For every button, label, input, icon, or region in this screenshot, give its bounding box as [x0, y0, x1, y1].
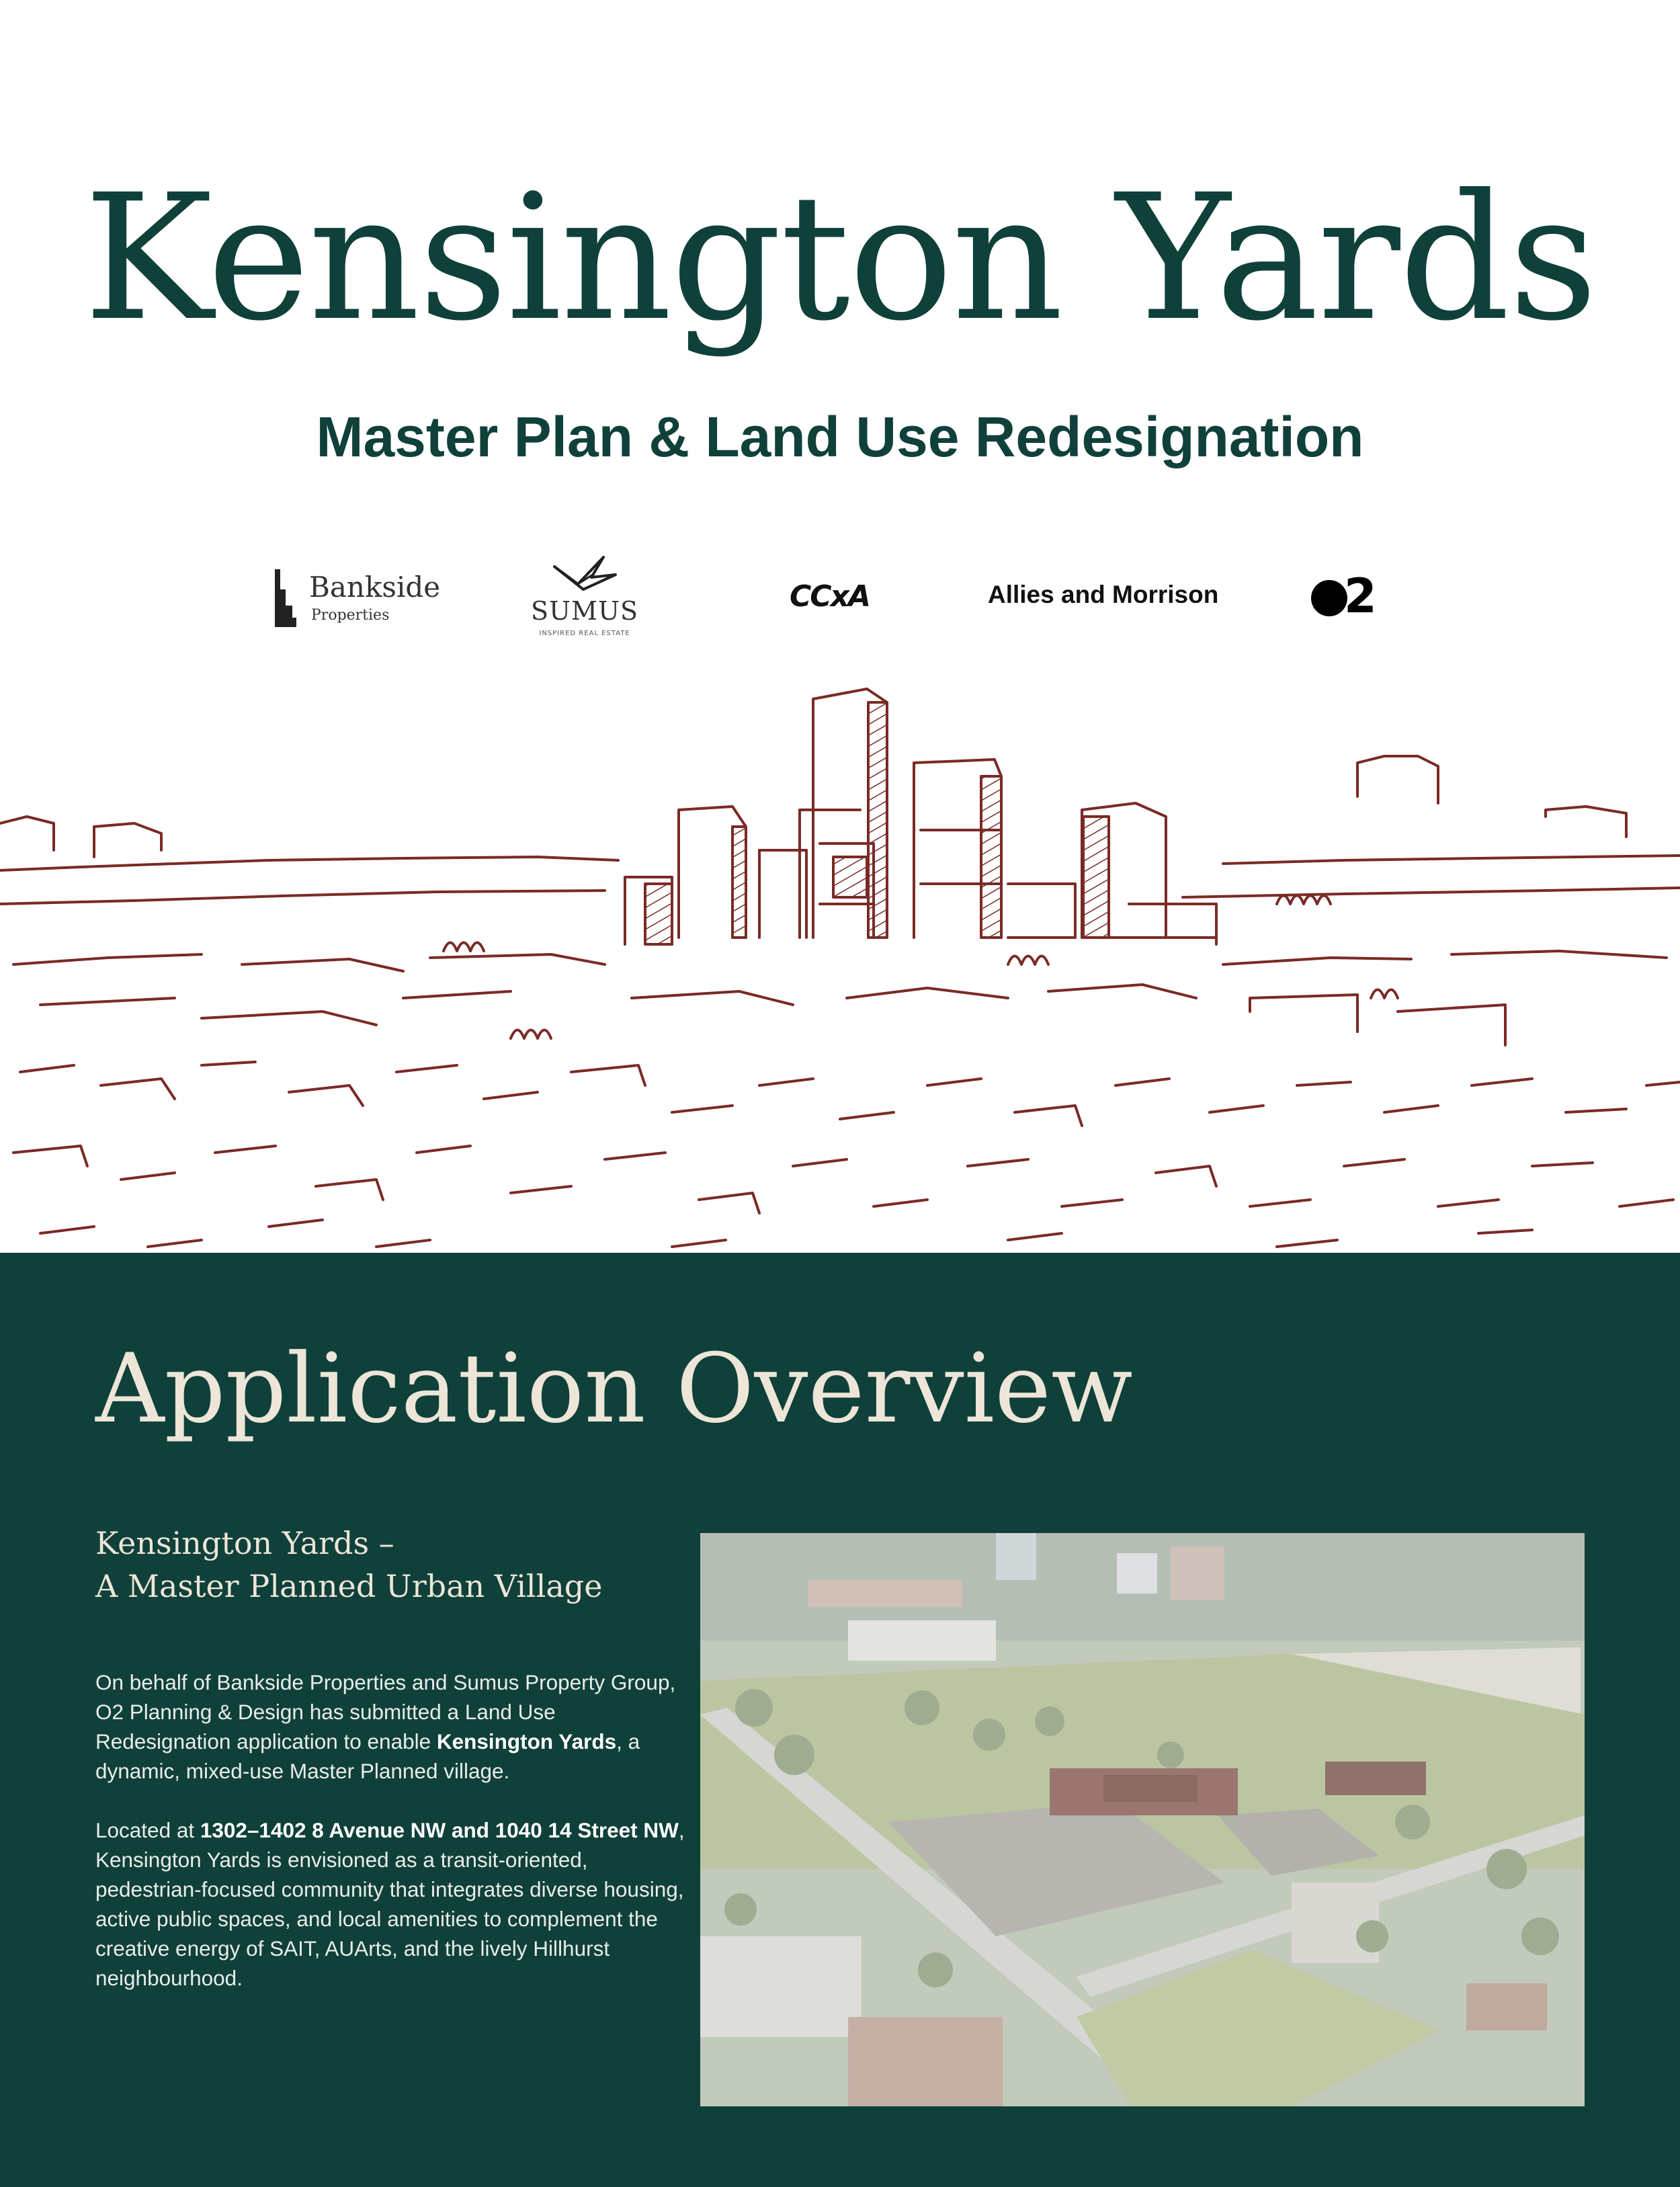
- skyline-sketch: [0, 682, 1680, 1253]
- ccxa-logo: [790, 579, 890, 620]
- p1-bold: Kensington Yards: [436, 1729, 617, 1753]
- overview-subtitle-line2: A Master Planned Urban Village: [95, 1568, 603, 1604]
- overview-subtitle: [95, 1522, 700, 1608]
- bankside-logo: [272, 568, 454, 635]
- p1-text-1: On behalf of Bankside Properties and Sumus Property Group, O2 Planning & Design has submitted a Land Use Redesignation application to enable: [95, 1670, 676, 1753]
- overview-subtitle-line1: Kensington Yards –: [95, 1525, 394, 1561]
- allies-morrison-text: Allies and Morrison: [988, 581, 1219, 608]
- bankside-sub: Properties: [311, 607, 390, 624]
- sumus-bird-icon: [551, 554, 618, 595]
- partner-logos: [0, 551, 1680, 645]
- sumus-logo: [528, 554, 642, 645]
- application-overview-section: [0, 1253, 1680, 2187]
- sumus-tagline: INSPIRED REAL ESTATE: [539, 630, 630, 637]
- document-subtitle: Master Plan & Land Use Redesignation: [316, 405, 1364, 468]
- overview-paragraph-2: [95, 1815, 687, 1993]
- document-title: Kensington Yards: [83, 157, 1597, 359]
- bankside-name: Bankside: [309, 571, 441, 604]
- ccxa-text: CCxA: [790, 579, 870, 614]
- overview-title: Application Overview: [95, 1333, 1133, 1444]
- o2-text: 2: [1344, 569, 1377, 624]
- overview-paragraph-1: [95, 1667, 687, 1786]
- p2-text-2: , Kensington Yards is envisioned as a transit-oriented, pedestrian-focused community that integrates diverse housing, active public spaces, and local amenities to complement the creative energy of SAIT, AUArts, and the lively Hillhurst neighbourhood.: [95, 1818, 685, 1990]
- bankside-logo-icon: [272, 569, 296, 627]
- o2-logo: [1310, 571, 1384, 625]
- p1-text-2: , a dynamic, mixed-use Master Planned village.: [95, 1729, 640, 1783]
- p2-bold: 1302–1402 8 Avenue NW and 1040 14 Street NW: [200, 1818, 679, 1842]
- overview-body: [95, 1667, 687, 2022]
- p2-text-1: Located at: [95, 1818, 200, 1842]
- allies-morrison-logo: [988, 581, 1230, 621]
- o2-dot-icon: [1310, 579, 1348, 617]
- sumus-name: SUMUS: [530, 596, 639, 626]
- aerial-site-photo: [700, 1533, 1585, 2106]
